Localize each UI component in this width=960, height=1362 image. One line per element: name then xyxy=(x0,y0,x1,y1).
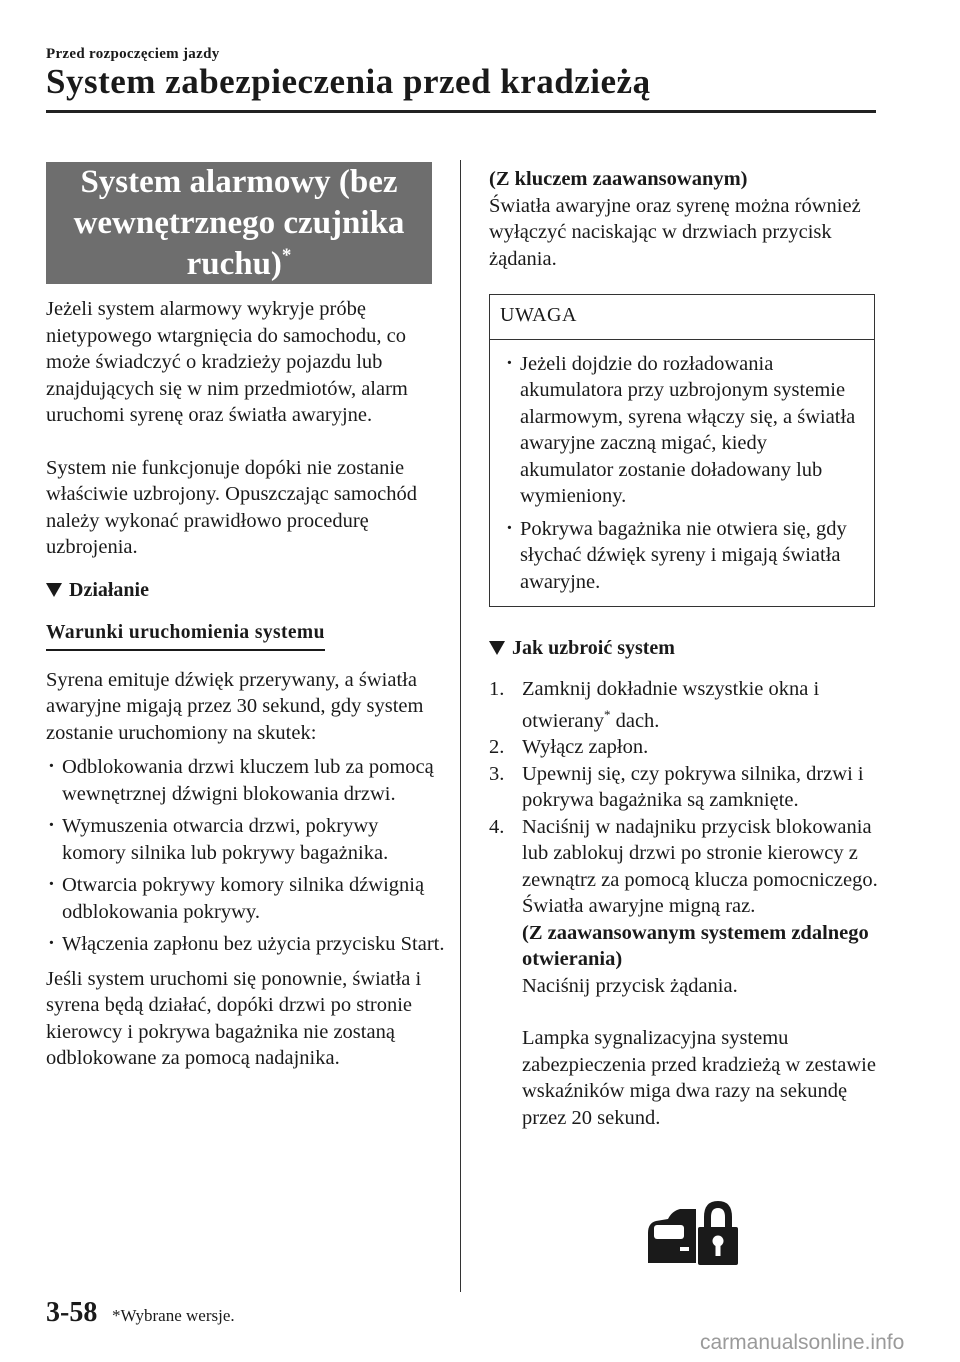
right-column xyxy=(489,166,879,1131)
optional-marker: * xyxy=(281,244,292,266)
advanced-key-heading: (Z kluczem zaawansowanym) xyxy=(489,168,748,190)
column-divider xyxy=(460,160,461,1292)
list-item: · Włączenia zapłonu bez użycia przycisku Start. xyxy=(46,931,446,958)
note-body xyxy=(490,340,874,607)
step-result: Światła awaryjne migną raz. xyxy=(522,895,756,918)
advanced-remote-heading: (Z zaawansowanym systemem zdalnego otwierania) xyxy=(522,921,869,971)
step-text: Wyłącz zapłon. xyxy=(522,736,649,759)
retrigger-paragraph: Jeśli system uruchomi się ponownie, światła i syrena będą działać, dopóki drzwi po stronie kierowcy i pokrywa bagażnika nie zostaną odblokowane za pomocą nadajnika. xyxy=(46,967,422,1069)
optional-marker: * xyxy=(603,707,611,722)
list-item: · Wymuszenia otwarcia drzwi, pokrywy komory silnika lub pokrywy bagażnika. xyxy=(46,813,446,866)
page-number: 3-58 xyxy=(46,1297,98,1328)
conditions-heading-wrap xyxy=(46,619,446,651)
operation-subheading xyxy=(46,577,446,604)
step-text: Zamknij dokładnie wszystkie okna i otwierany xyxy=(522,677,820,732)
note-title: UWAGA xyxy=(490,295,874,340)
security-indicator-lamp-icon xyxy=(640,1197,740,1274)
step-text: Naciśnij w nadajniku przycisk blokowania lub zablokuj drzwi po stronie kierowcy z zewnątrz za pomocą klucza pomocniczego. xyxy=(522,815,878,891)
arming-paragraph: System nie funkcjonuje dopóki nie zostanie właściwie uzbrojony. Opuszczając samochód należy wykonać prawidłowo procedurę uzbrojenia. xyxy=(46,456,417,558)
page-title: System zabezpieczenia przed kradzieżą xyxy=(46,62,651,101)
list-item: · Jeżeli dojdzie do rozładowania akumulatora przy uzbrojonym systemie alarmowym, syrena włączy się, a światła awaryjne zaczną migać, kiedy akumulator zostanie doładowany lub wymieniony. xyxy=(504,351,864,510)
arming-steps xyxy=(489,676,879,1132)
step-request-text: Naciśnij przycisk żądania. xyxy=(522,974,738,997)
operation-subheading-text: Działanie xyxy=(69,578,149,601)
step-number: 1. xyxy=(489,677,505,700)
heading-line-3-text: ruchu) xyxy=(186,245,282,282)
section-heading-box xyxy=(46,162,432,284)
arm-subheading xyxy=(489,635,879,662)
section-label: Przed rozpoczęciem jazdy xyxy=(46,46,220,62)
watermark[interactable]: carmanualsonline.info xyxy=(700,1331,905,1354)
step-number: 4. xyxy=(489,815,505,838)
footnote: *Wybrane wersje. xyxy=(112,1306,235,1325)
step-item xyxy=(489,676,879,735)
arm-subheading-text: Jak uzbroić system xyxy=(512,637,675,659)
heading-line-2: wewnętrznego czujnika xyxy=(73,204,405,241)
indicator-lamp-text: Lampka sygnalizacyjna systemu zabezpieczenia przed kradzieżą w zestawie wskaźników miga dwa razy na sekundę przez 20 sekund. xyxy=(522,1027,876,1129)
heading-line-1: System alarmowy (bez xyxy=(80,163,398,200)
siren-paragraph: Syrena emituje dźwięk przerywany, a światła awaryjne migają przez 30 sekund, gdy system zostanie uruchomiony na skutek: xyxy=(46,668,424,744)
step-text-end: dach. xyxy=(610,709,660,732)
step-number: 2. xyxy=(489,736,505,759)
step-number: 3. xyxy=(489,762,505,785)
trigger-list xyxy=(46,754,446,958)
step-text: Upewnij się, czy pokrywa silnika, drzwi i pokrywa bagażnika są zamknięte. xyxy=(522,762,864,812)
intro-paragraph: Jeżeli system alarmowy wykryje próbę nietypowego wtargnięcia do samochodu, co może świadczyć o kradzieży pojazdu lub znajdujących się w nim przedmiotów, alarm uruchomi syrenę oraz światła awaryjne. xyxy=(46,298,408,426)
heading-line-3 xyxy=(46,244,432,285)
triangle-bullet-icon xyxy=(489,641,505,655)
list-item: · Otwarcia pokrywy komory silnika dźwignią odblokowania pokrywy. xyxy=(46,872,446,925)
left-column xyxy=(46,296,446,1072)
conditions-heading: Warunki uruchomienia systemu xyxy=(46,620,325,651)
triangle-bullet-icon xyxy=(46,583,62,597)
step-item xyxy=(489,761,879,814)
list-item: · Odblokowania drzwi kluczem lub za pomocą wewnętrznej dźwigni blokowania drzwi. xyxy=(46,754,446,807)
list-item: · Pokrywa bagażnika nie otwiera się, gdy słychać dźwięk syreny i migają światła awaryjne. xyxy=(504,516,864,596)
step-item xyxy=(489,814,879,1132)
note-list xyxy=(504,351,864,596)
step-item xyxy=(489,734,879,761)
advanced-key-paragraph: Światła awaryjne oraz syrenę można również wyłączyć naciskając w drzwiach przycisk żądania. xyxy=(489,194,861,270)
title-rule xyxy=(46,110,876,113)
note-box xyxy=(489,294,875,607)
